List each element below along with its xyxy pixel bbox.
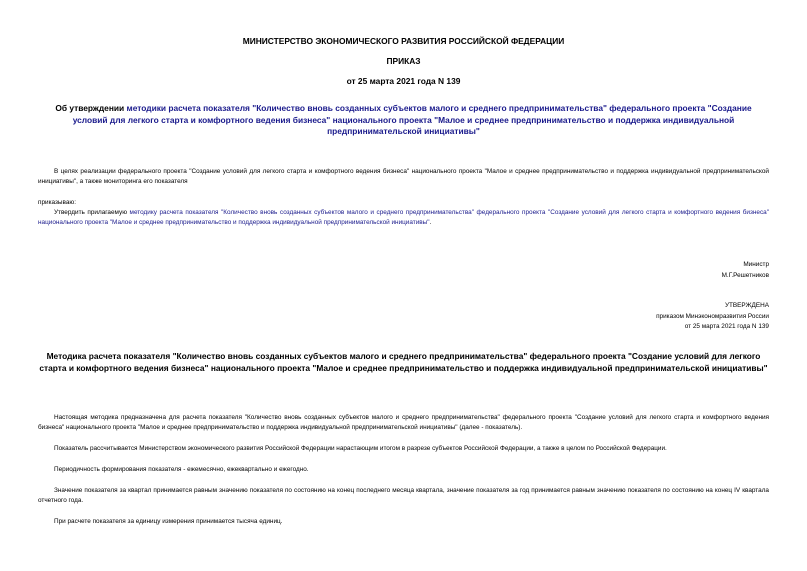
methodology-title: Методика расчета показателя "Количество вновь созданных субъектов малого и среднего предпринимательства" федерального проекта "Создание условий для легкого старта и комфортного ведения бизнеса" национального проекта "Малое и среднее предпринимательство и поддержка индивидуальной предпринимательской инициативы"	[39, 351, 768, 373]
order-item	[38, 208, 769, 228]
doc-type-heading: ПРИКАЗ	[386, 56, 421, 66]
order-title-prefix: Об утверждении	[55, 103, 127, 113]
approval-block	[656, 301, 769, 333]
methodology-paragraph-5: При расчете показателя за единицу измерения принимается тысяча единиц.	[54, 518, 283, 525]
approval-line-2: приказом Минэкономразвития России	[656, 312, 769, 320]
order-item-link[interactable]: методику расчета показателя "Количество вновь созданных субъектов малого и среднего предпринимательства" федерального проекта "Создание условий для легкого старта и комфортного ведения бизнеса" национального проекта "Малое и среднее предпринимательство и поддержка индивидуальной предпринимательской инициативы"	[38, 209, 769, 226]
signature-block	[722, 260, 769, 281]
methodology-paragraph-4: Значение показателя за квартал принимается равным значению показателя по состоянию на конец последнего месяца квартала, значение показателя за год принимается равным значению показателя по состоянию на конец IV квартала отчетного года.	[38, 487, 769, 504]
methodology-paragraph-3: Периодичность формирования показателя - ежемесячно, ежеквартально и ежегодно.	[54, 466, 309, 473]
order-item-suffix: .	[429, 219, 432, 226]
preamble-paragraph: В целях реализации федерального проекта "Создание условий для легкого старта и комфортного ведения бизнеса" национального проекта "Малое и среднее предпринимательство и поддержка индивидуальной предпринимательской инициативы", а также мониторинга его показателя	[38, 168, 769, 185]
order-word: приказываю:	[38, 199, 76, 206]
date-number-heading: от 25 марта 2021 года N 139	[346, 76, 461, 86]
methodology-paragraph-1: Настоящая методика предназначена для расчета показателя "Количество вновь созданных субъектов малого и среднего предпринимательства" федерального проекта "Создание условий для легкого старта и комфортного ведения бизнеса" национального проекта "Малое и среднее предпринимательство и поддержка индивидуальной предпринимательской инициативы" (далее - показатель).	[38, 414, 769, 431]
signature-name: М.Г.Решетников	[721, 271, 769, 279]
approval-line-1: УТВЕРЖДЕНА	[724, 302, 769, 309]
methodology-paragraph-2: Показатель рассчитывается Министерством экономического развития Российской Федерации нарастающим итогом в разрезе субъектов Российской Федерации, а также в целом по Российской Федерации.	[54, 445, 667, 452]
ministry-heading: МИНИСТЕРСТВО ЭКОНОМИЧЕСКОГО РАЗВИТИЯ РОССИЙСКОЙ ФЕДЕРАЦИИ	[242, 36, 565, 46]
approval-line-3: от 25 марта 2021 года N 139	[684, 323, 769, 330]
signature-position: Министр	[743, 261, 769, 268]
order-item-prefix: Утвердить прилагаемую	[54, 209, 130, 216]
order-title-link[interactable]: методики расчета показателя "Количество вновь созданных субъектов малого и среднего предпринимательства" федерального проекта "Создание условий для легкого старта и комфортного ведения бизнеса" национального проекта "Малое и среднее предпринимательство и поддержка индивидуальной предпринимательской инициативы"	[72, 103, 752, 136]
order-title	[50, 103, 757, 138]
